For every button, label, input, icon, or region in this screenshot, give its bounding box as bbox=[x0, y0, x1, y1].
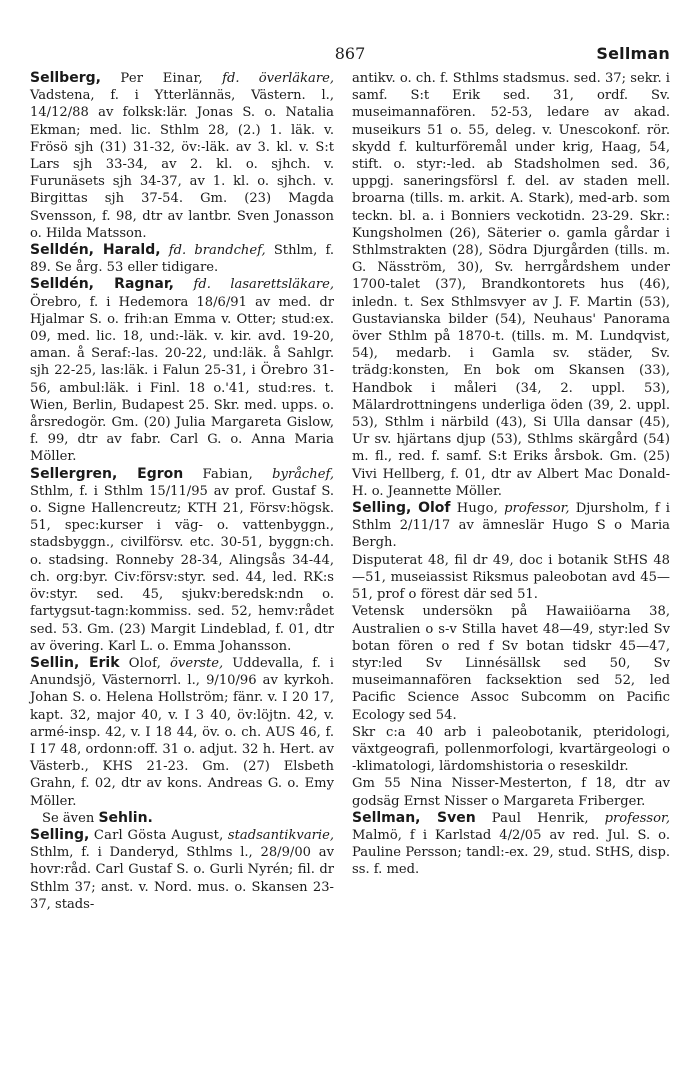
entry-occupation: professor, bbox=[498, 501, 570, 517]
dictionary-entry bbox=[30, 655, 334, 810]
dictionary-entry bbox=[30, 70, 334, 242]
entry-text: Uddevalla, f. i Anundsjö, Västernorrl. l., 9/10/96 av kyrkoh. Johan S. o. Helena Hollström; fänr. v. I 20 17, kapt. 32, major 40, v. I 3 40, öv:löjtn. 42, v. armé-insp. 42, v. I 18 44, öv. o. ch. AUS 46, f. I 17 48, ordonn:off. 31 o. adjut. 32 h. Hert. av Västerb., KHS 21-23. Gm. (27) Elsbeth Grahn, f. 02, dtr av kons. Andreas G. o. Emy Möller. bbox=[30, 655, 334, 809]
entry-occupation: professor, bbox=[588, 810, 670, 826]
entry-text: Malmö, f i Karlstad 4/2/05 av red. Jul. S. o. Pauline Persson; tandl:-ex. 29, stud. StHS, disp. ss. f. med. bbox=[352, 827, 670, 878]
running-head: Sellman bbox=[596, 44, 670, 63]
dictionary-entry bbox=[352, 724, 670, 776]
left-column bbox=[30, 70, 334, 913]
entry-given-name: Olof, bbox=[119, 655, 162, 671]
entry-text: Sthlm, f. 89. Se årg. 53 eller tidigare. bbox=[30, 243, 334, 276]
page-header bbox=[30, 44, 670, 70]
dictionary-entry bbox=[352, 70, 670, 500]
entry-headword: Selling, bbox=[30, 826, 90, 843]
entry-text: Djursholm, f i Sthlm 2/11/17 av ämneslär Hugo S o Maria Bergh. bbox=[352, 501, 670, 551]
entry-text: Vetensk undersökn på Hawaiiöarna 38, Australien o s-v Stilla havet 48—49, styr:led Sv botan fören o red f Sv botan tidskr 45—47, styr:led Sv Linnésällsk sed 50, Sv museimannafören facksektion sed 52, led Pacific Science Assoc Subcomm on Pacific Ecology sed 54. bbox=[352, 604, 670, 723]
entry-occupation: byråchef, bbox=[252, 466, 334, 482]
dictionary-entry bbox=[30, 466, 334, 655]
dictionary-entry bbox=[30, 827, 334, 913]
dictionary-entry bbox=[352, 500, 670, 552]
entry-headword: Sellin, Erik bbox=[30, 654, 120, 671]
entry-given-name: Carl Gösta August, bbox=[89, 827, 224, 843]
entry-occupation: fd. brandchef, bbox=[160, 243, 266, 259]
entry-occupation: överste, bbox=[161, 655, 224, 671]
entry-given-name: Per Einar, bbox=[100, 71, 203, 86]
entry-headword: Selldén, Harald, bbox=[30, 242, 161, 259]
entry-headword: Sellman, Sven bbox=[352, 809, 476, 826]
see-also-prefix: Se även bbox=[42, 810, 99, 826]
entry-occupation: fd. lasarettsläkare, bbox=[174, 277, 335, 293]
entry-text: Disputerat 48, fil dr 49, doc i botanik StHS 48—51, museiassist Riksmus paleobotan avd 45—51, prof o förest där sed 51. bbox=[352, 552, 670, 603]
entry-text: Vadstena, f. i Ytterlännäs, Västern. l., 14/12/88 av folksk:lär. Jonas S. o. Natalia Ekman; med. lic. Sthlm 28, (2.) 1. läk. v. Frösö sjh (31) 31-32, öv:-läk. av 3. kl. v. S:t Lars sjh 33-34, av 2. kl. o. sjhch. v. Furunäsets sjh 34-37, av 1. kl. o. sjhch. v. Birgittas sjh 37-54. Gm. (23) Magda Svensson, f. 98, dtr av lantbr. Sven Jonasson o. Hilda Matsson. bbox=[30, 88, 334, 241]
entry-text: Sthlm, f. i Danderyd, Sthlms l., 28/9/00 av hovr:råd. Carl Gustaf S. o. Gurli Nyrén; fil. dr Sthlm 37; anst. v. Nord. mus. o. Skansen 23-37, stads- bbox=[30, 845, 334, 912]
entry-text: Gm 55 Nina Nisser-Mesterton, f 18, dtr av godsäg Ernst Nisser o Margareta Friberger. bbox=[352, 776, 670, 809]
dictionary-entry bbox=[352, 775, 670, 809]
entry-text: Örebro, f. i Hedemora 18/6/91 av med. dr Hjalmar S. o. frih:an Emma v. Otter; stud:ex. 09, med. lic. 18, und:-läk. v. kir. avd. 19-20, aman. å Seraf:-las. 20-22, und:läk. å Sahlgr. sjh 22-25, las:läk. i Falun 25-31, i Örebro 31-56, ambul:läk. i Finl. 18 o.'41, stud:res. t. Wien, Berlin, Budapest 25. Skr. med. upps. o. årsredogör. Gm. (20) Julia Margareta Gislow, f. 99, dtr av fabr. Carl G. o. Anna Maria Möller. bbox=[30, 294, 334, 465]
page-number: 867 bbox=[334, 44, 366, 63]
dictionary-entry bbox=[30, 276, 334, 465]
entry-headword: Sellberg, bbox=[30, 70, 101, 86]
entry-given-name: Hugo, bbox=[450, 501, 499, 517]
dictionary-entry bbox=[30, 242, 334, 276]
dictionary-entry bbox=[352, 603, 670, 723]
right-column bbox=[352, 70, 670, 879]
entry-text: Sthlm, f. i Sthlm 15/11/95 av prof. Gustaf S. o. Signe Hallencreutz; KTH 21, Försv:högsk. 51, spec:kurser i väg- o. vattenbyggn., stadsbyggn., civilförsv. etc. 30-51, byggn:ch. o. stadsing. Ronneby 28-34, Alingsås 34-44, ch. org:byr. Civ:försv:styr. sed. 44, led. RK:s öv:styr. sed. 45, sjukv:beredsk:ndn o. fartygsut-tagn:kommiss. sed. 52, hemv:rådet sed. 53. Gm. (23) Margit Lindeblad, f. 01, dtr av övering. Karl L. o. Emma Johansson. bbox=[30, 483, 334, 654]
dictionary-entry bbox=[352, 552, 670, 604]
dictionary-entry bbox=[352, 810, 670, 879]
entry-headword: Selldén, Ragnar, bbox=[30, 276, 174, 293]
see-also-reference: Sehlin. bbox=[98, 809, 153, 826]
entry-headword: Selling, Olof bbox=[352, 500, 451, 517]
entry-occupation: fd. överläkare, bbox=[202, 71, 334, 86]
entry-headword: Sellergren, Egron bbox=[30, 465, 184, 482]
entry-given-name: Fabian, bbox=[183, 466, 253, 482]
entry-text: antikv. o. ch. f. Sthlms stadsmus. sed. 37; sekr. i samf. S:t Erik sed. 31, ordf. Sv. museimannafören. 52-53, ledare av akad. museikurs 51 o. 55, deleg. v. Unescokonf. rör. skydd f. kulturföremål under krig, Haag, 54, stift. o. styr:-led. ab Stadsholmen sed. 36, uppgj. saneringsförsl f. del. av staden mell. broarna (tills. m. arkit. A. Stark), med-arb. som teckn. bl. a. i Bonniers veckotidn. 23-29. Skr.: Kungsholmen (26), Säterier o. gamla gårdar i Sthlmstrakten (28), Södra Djurgården (tills. m. G. Näsström, 30), Sv. herrgårdshem under 1700-talet (37), Brandkontorets hus (46), inledn. t. Sex Sthlmsvyer av J. F. Martin (53), Gustavianska bilder (54), Neuhaus' Panorama över Sthlm på 1870-t. (tills. m. M. Lundqvist, 54), medarb. i Gamla sv. städer, Sv. trädg:konsten, En bok om Skansen (33), Handbok i måleri (34, 2. uppl. 53), Mälardrottningens underliga öden (39, 2. uppl. 53), Sthlm i närbild (43), Si Ulla dansar (45), Ur sv. hjärtans djup (53), Sthlms skärgård (54) m. fl., red. f. samf. S:t Eriks årsbok. Gm. (25) Vivi Hellberg, f. 01, dtr av Albert Mac Donald-H. o. Jeannette Möller. bbox=[352, 71, 670, 499]
entry-occupation: stadsantikvarie, bbox=[223, 827, 334, 843]
entry-given-name: Paul Henrik, bbox=[475, 810, 589, 826]
dictionary-entry bbox=[30, 810, 334, 827]
entry-text: Skr c:a 40 arb i paleobotanik, pteridologi, växtgeografi, pollenmorfologi, kvartärgeologi o -klimatologi, lärdomshistoria o reseskildr. bbox=[352, 724, 670, 775]
